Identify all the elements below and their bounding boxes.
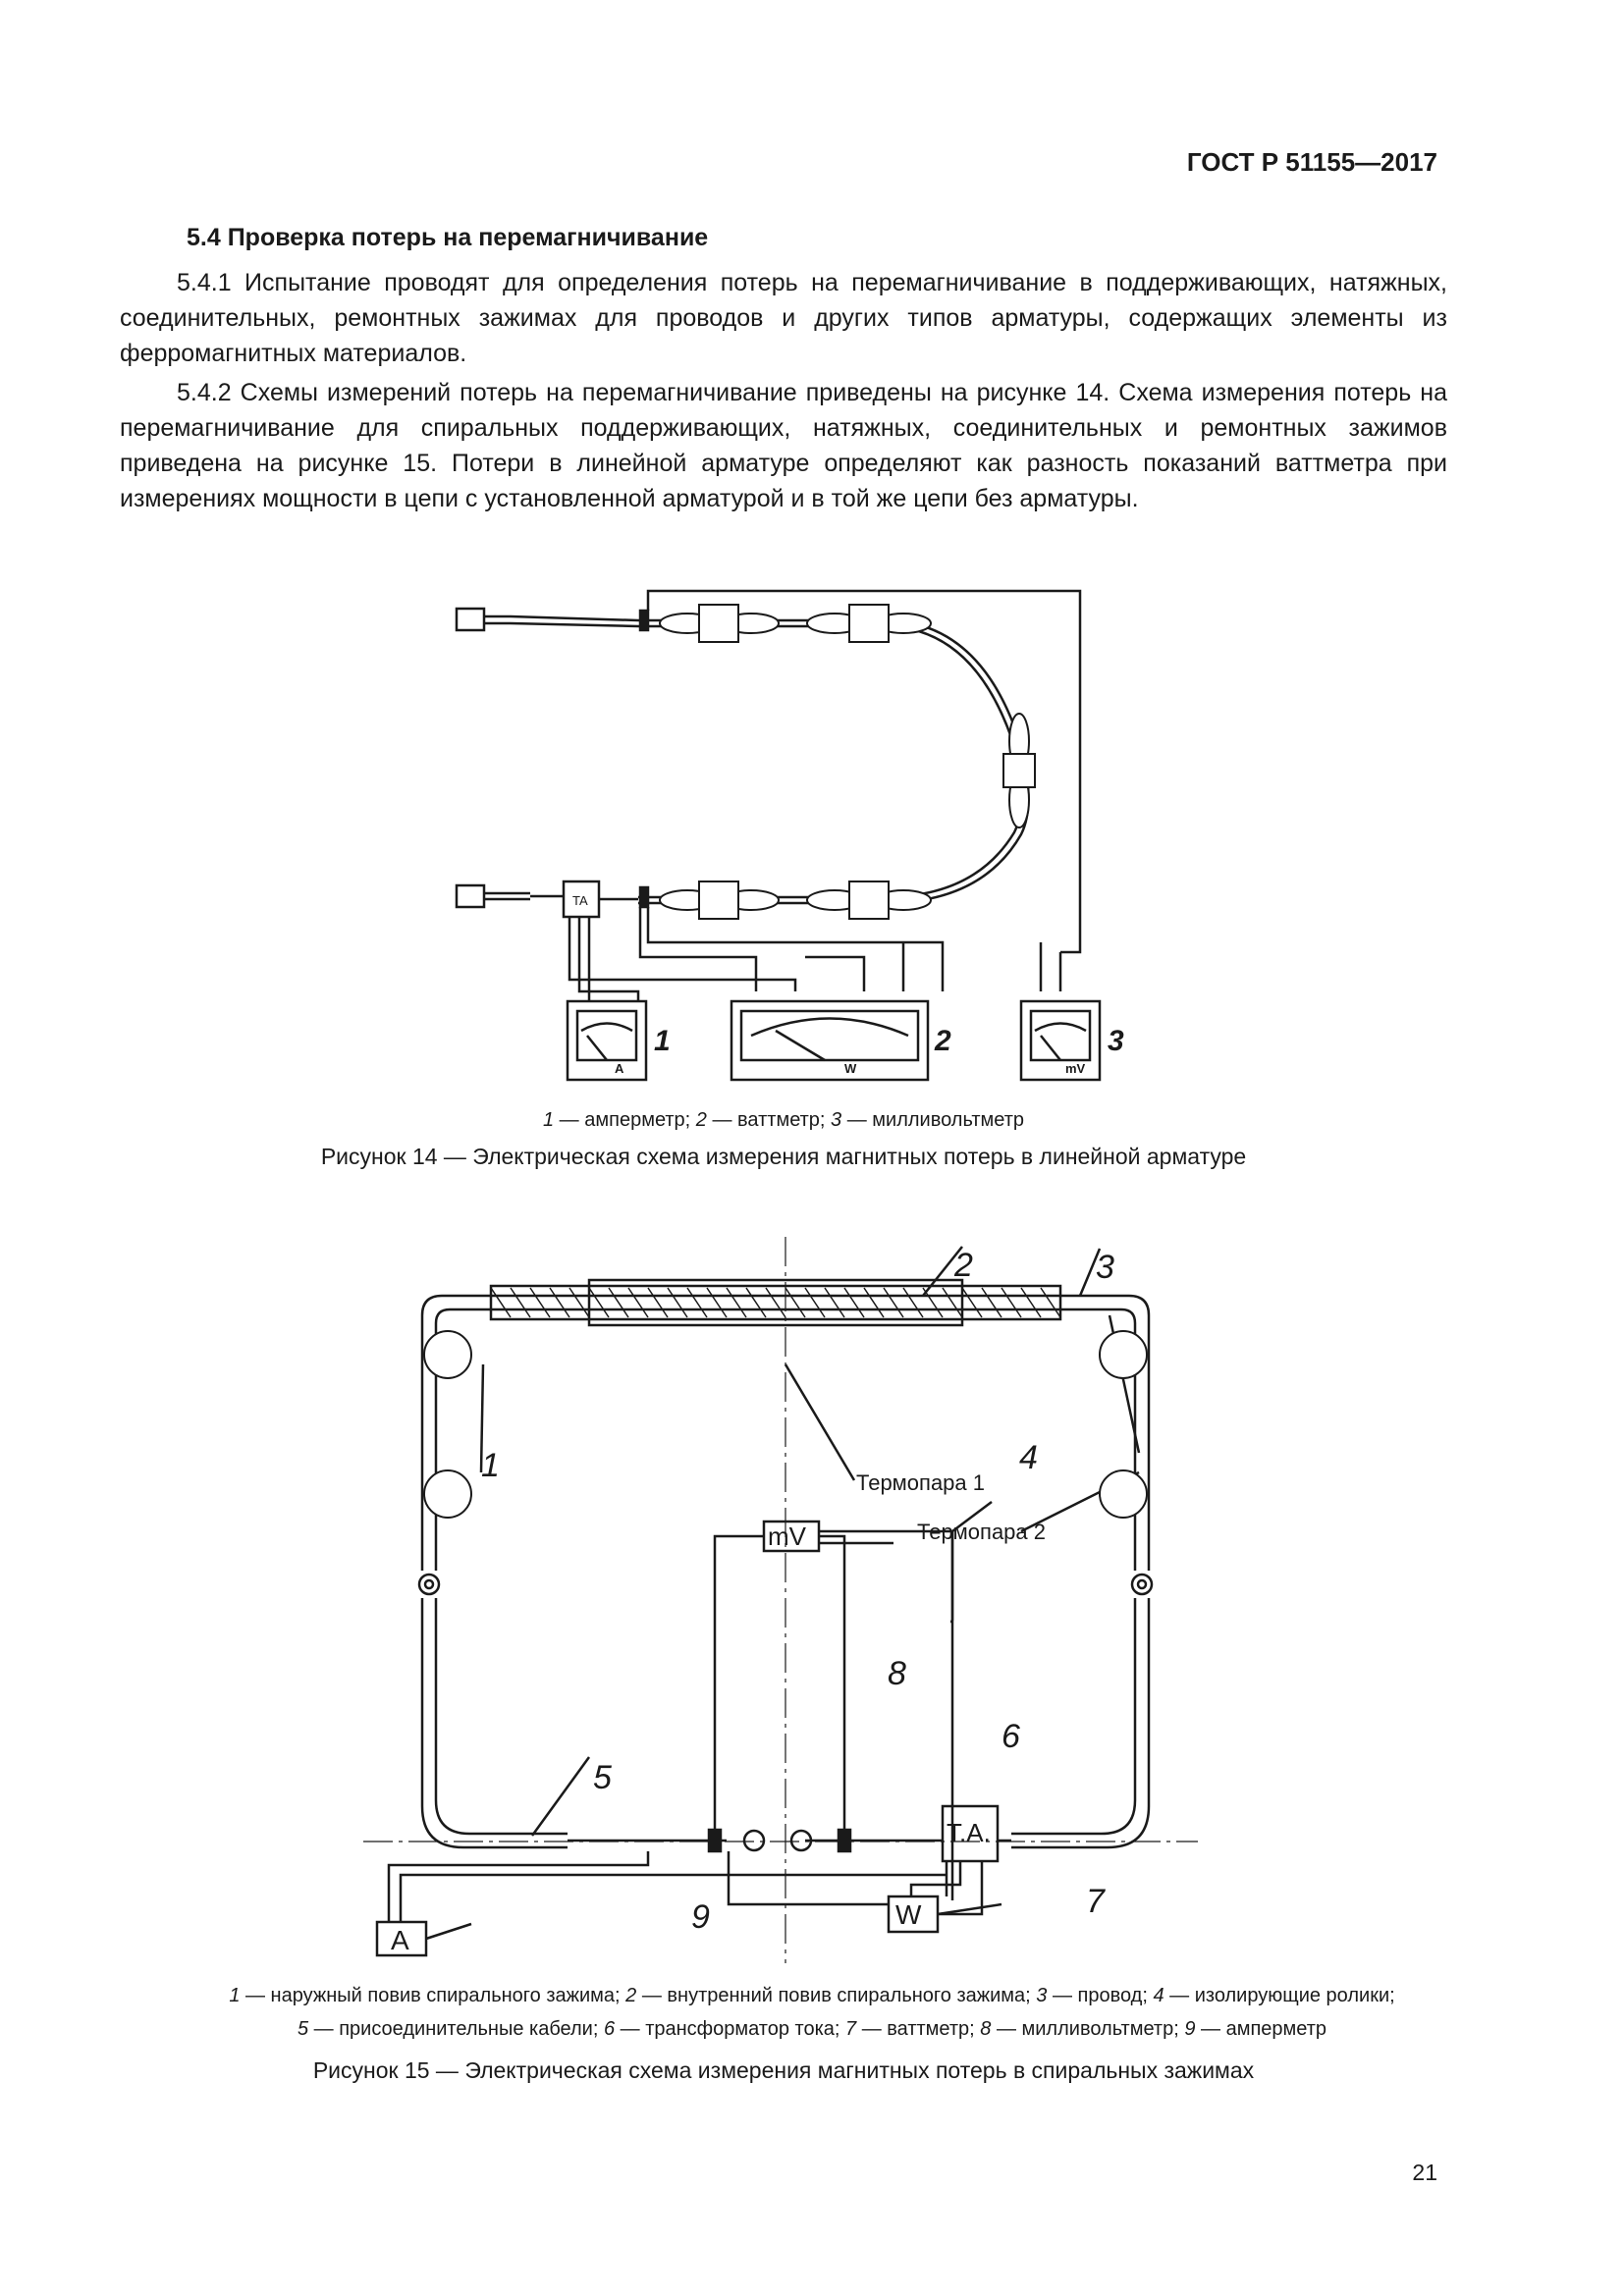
legend-num: 2 xyxy=(695,1109,707,1131)
fig15-label-2: 2 xyxy=(954,1247,973,1284)
legend-text: — амперметр; xyxy=(554,1109,696,1131)
figure-14-caption: Рисунок 14 — Электрическая схема измерения магнитных потерь в линейной арматуре xyxy=(320,1144,1247,1169)
legend-text: — изолирующие ролики; xyxy=(1164,1985,1395,2006)
paragraph-5-4-2: 5.4.2 Схемы измерений потерь на перемагничивание приведены на рисунке 14. Схема измерения потерь на перемагничивание для спиральных поддерживающих, натяжных, соединительных и ремонтных зажимов приведена на рисунке 15. Потери в линейной арматуре определяют как разность показаний ваттметра при измерениях мощности в цепи с установленной арматурой и в той же цепи без арматуры. xyxy=(120,379,1447,512)
legend-text: — присоединительные кабели; xyxy=(308,2018,604,2040)
fig15-label-9: 9 xyxy=(691,1898,710,1936)
fig14-meter-3-unit: mV xyxy=(1065,1061,1086,1076)
fig14-label-1: 1 xyxy=(654,1025,671,1057)
section-title: 5.4 Проверка потерь на перемагничивание xyxy=(187,224,709,251)
legend-num: 5 xyxy=(297,2018,309,2040)
figure-15-diagram xyxy=(353,1237,1218,1963)
page-number: 21 xyxy=(1412,2160,1437,2185)
fig14-label-3: 3 xyxy=(1108,1025,1124,1057)
fig15-label-8: 8 xyxy=(888,1655,906,1692)
legend-num: 9 xyxy=(1184,2018,1196,2040)
figure-15-legend-line-2 xyxy=(79,2018,1545,2041)
legend-text: — милливольтметр; xyxy=(991,2018,1185,2040)
legend-num: 3 xyxy=(831,1109,842,1131)
fig15-thermo-1: Термопара 1 xyxy=(856,1470,986,1495)
fig15-thermo-2: Термопара 2 xyxy=(917,1520,1047,1544)
fig14-label-2: 2 xyxy=(935,1025,951,1057)
legend-text: — амперметр xyxy=(1195,2018,1327,2040)
legend-num: 7 xyxy=(845,2018,857,2040)
legend-num: 4 xyxy=(1153,1985,1164,2006)
plug-top-icon xyxy=(457,609,484,630)
legend-num: 2 xyxy=(625,1985,637,2006)
legend-num: 3 xyxy=(1036,1985,1048,2006)
document-header: ГОСТ Р 51155—2017 xyxy=(1186,147,1437,177)
fig15-label-6: 6 xyxy=(1001,1718,1020,1755)
legend-text: — ваттметр; xyxy=(856,2018,981,2040)
figure-15-caption: Рисунок 15 — Электрическая схема измерения магнитных потерь в спиральных зажимах xyxy=(312,2057,1255,2083)
legend-text: — ваттметр; xyxy=(706,1109,832,1131)
fig15-label-7: 7 xyxy=(1086,1883,1105,1920)
legend-num: 1 xyxy=(229,1985,241,2006)
plug-bottom-icon xyxy=(457,885,484,907)
legend-num: 1 xyxy=(543,1109,555,1131)
fig15-mv-label: mV xyxy=(768,1522,806,1551)
legend-text: — милливольтметр xyxy=(841,1109,1024,1131)
paragraph-5-4-1: 5.4.1 Испытание проводят для определения потерь на перемагничивание в поддерживающих, натяжных, соединительных, ремонтных зажимах для проводов и других типов арматуры, содержащих элементы из ферромагнитных материалов. xyxy=(120,269,1447,367)
legend-text: — трансформатор тока; xyxy=(615,2018,846,2040)
fig15-label-3: 3 xyxy=(1096,1249,1114,1286)
legend-text: — провод; xyxy=(1047,1985,1154,2006)
figure-14-diagram xyxy=(432,569,1139,1090)
fig14-meter-1-unit: A xyxy=(615,1061,624,1076)
fig15-ta-label: T.A. xyxy=(947,1818,991,1847)
figure-14-legend xyxy=(120,1109,1447,1132)
legend-num: 6 xyxy=(603,2018,616,2040)
figure-15-legend-line-1 xyxy=(79,1985,1545,2007)
fig15-label-5: 5 xyxy=(593,1759,612,1796)
legend-text: — наружный повив спирального зажима; xyxy=(240,1985,626,2006)
fig15-a-label: A xyxy=(391,1925,409,1955)
legend-num: 8 xyxy=(980,2018,992,2040)
fig14-ta-label: TA xyxy=(572,893,588,908)
fig15-label-1: 1 xyxy=(481,1447,500,1484)
fig14-meter-2-unit: W xyxy=(844,1061,857,1076)
fig15-label-4: 4 xyxy=(1019,1439,1038,1476)
legend-text: — внутренний повив спирального зажима; xyxy=(636,1985,1037,2006)
fig15-w-label: W xyxy=(895,1899,922,1930)
